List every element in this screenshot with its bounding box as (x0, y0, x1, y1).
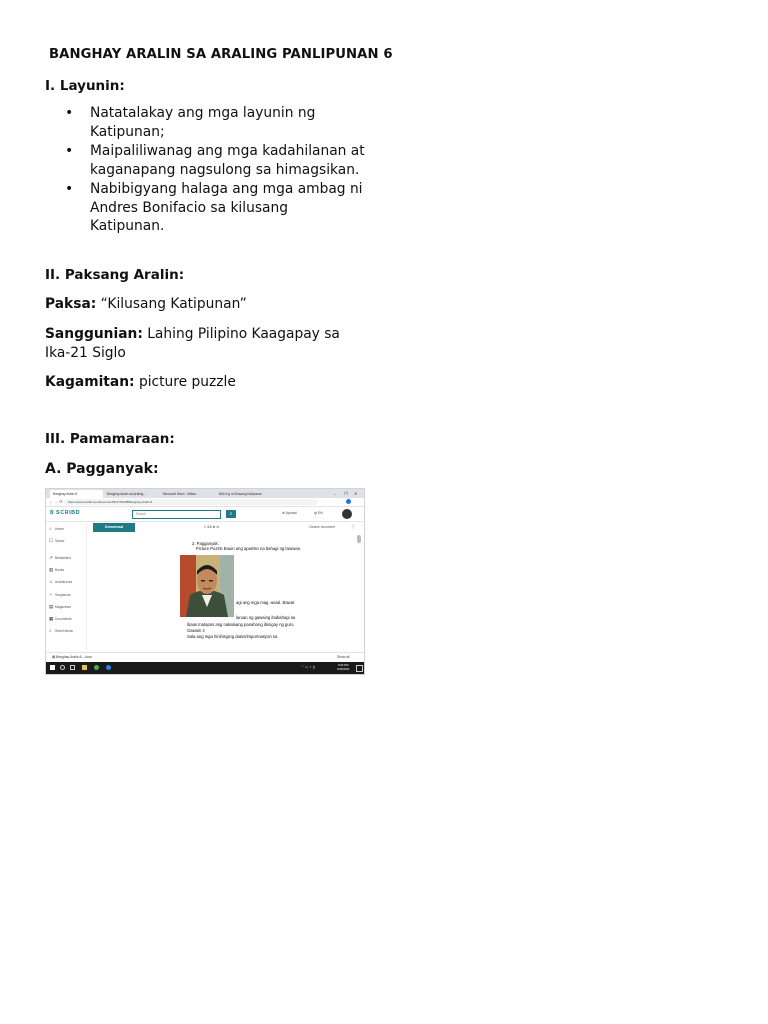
file-icon: ▤ (52, 655, 57, 659)
notification-icon[interactable] (356, 665, 363, 672)
page-line: 2. Pagganyak: (192, 541, 219, 546)
file-explorer-icon[interactable] (82, 665, 87, 670)
globe-icon: ◍ (314, 511, 318, 515)
language-label: EN (317, 511, 323, 515)
avatar[interactable] (342, 509, 352, 519)
lesson-title: BANGHAY ARALIN SA ARALING PANLIPUNAN 6 (49, 47, 393, 62)
headphones-icon: ♫ (49, 579, 53, 584)
sidebar-item-label: Magazines (55, 605, 71, 609)
show-all-button[interactable]: Show all (337, 655, 350, 659)
objective-item (45, 104, 365, 141)
search-document-label: Search document (309, 525, 335, 529)
sidebar-item-label: Documents (55, 617, 72, 621)
page-line: Gawain 4 (187, 628, 205, 633)
logo-text: SCRIBD (56, 510, 81, 516)
objective-item (45, 180, 365, 236)
sidebar-item-audiobooks[interactable] (49, 579, 72, 584)
bullet-icon: • (65, 181, 74, 197)
logo-mark-icon: Ꞩ (50, 510, 57, 516)
sidebar-item-bestsellers[interactable] (49, 555, 71, 561)
browser-tab[interactable]: Microsoft Word - Militar... (163, 492, 199, 496)
windows-taskbar (46, 662, 364, 674)
task-view-icon[interactable] (70, 665, 75, 670)
sanggunian-value: Lahing Pilipino Kaagapay sa Ika-21 Siglo (45, 326, 340, 361)
windows-start-icon[interactable] (50, 665, 55, 670)
clock-icon: ◔ (49, 592, 52, 597)
page-line: ibaas matapos ang nakalaang panahong ibinigay ng guro. (187, 622, 295, 627)
site-search-input[interactable]: Search (132, 510, 221, 519)
bullet-icon: • (65, 105, 74, 121)
clock-date: 4/25/2021 (337, 666, 350, 671)
kagamitan-line (45, 373, 365, 392)
paksa-value: “Kilusang Katipunan” (100, 296, 247, 312)
chrome-icon[interactable] (94, 665, 99, 670)
sidebar-item-books[interactable] (49, 567, 64, 573)
address-bar-row (46, 498, 364, 507)
upload-link[interactable] (282, 511, 297, 515)
objective-text: Nabibigyang halaga ang mga ambag ni Andres Bonifacio sa kilusang Katipunan. (90, 181, 363, 234)
close-icon[interactable]: ✕ (354, 491, 358, 496)
search-document-input[interactable] (308, 525, 335, 529)
upload-label: Upload (285, 511, 297, 515)
portrait-illustration (180, 555, 234, 617)
sidebar-item-label: Snapshots (55, 593, 71, 597)
home-icon: ⌂ (49, 526, 52, 531)
sidebar-item-documents[interactable] (49, 616, 72, 622)
downloaded-file-name: Banghay-Aralin-6....docx (56, 655, 93, 659)
page-line: Sala ang mga hinihinging datos/impormasyon sa (187, 634, 278, 639)
sidebar-item-label: Saved (55, 539, 65, 543)
sidebar-item-label: Audiobooks (55, 580, 73, 584)
download-button[interactable]: Download (93, 523, 135, 532)
kagamitan-label: Kagamitan: (45, 374, 135, 390)
browser-tab-bar (46, 489, 364, 498)
scrollbar[interactable] (357, 535, 361, 543)
paksa-line (45, 295, 365, 314)
browser-tab[interactable]: Banghay Aralin 6 (50, 490, 103, 498)
paksa-label: Paksa: (45, 296, 97, 312)
objective-text: Natatalakay ang mga layunin ng Katipunan; (90, 105, 316, 140)
taskbar-clock[interactable] (337, 664, 349, 671)
search-icon[interactable] (60, 665, 65, 670)
sidebar-item-magazines[interactable] (49, 604, 71, 610)
search-icon[interactable]: ⌕ (226, 510, 236, 518)
page-navigator[interactable]: 1 /18 ⊕ ⊖ (204, 525, 220, 529)
scribd-logo[interactable] (50, 510, 80, 516)
profile-icon[interactable] (346, 499, 351, 504)
heading-layunin: I. Layunin: (45, 78, 125, 94)
sidebar-item-home[interactable] (49, 526, 64, 531)
trending-icon: ↗ (49, 555, 53, 560)
magazine-icon: ▤ (49, 604, 54, 609)
sidebar-item-snapshots[interactable] (49, 592, 71, 597)
book-icon: ▥ (49, 567, 54, 572)
url-field[interactable]: https://www.scribd.com/document/511756438/Banghay-Aralin-6 (64, 499, 318, 505)
sidebar-item-saved[interactable] (49, 538, 64, 544)
objective-item (45, 142, 365, 179)
sanggunian-label: Sanggunian: (45, 326, 143, 342)
kagamitan-value: picture puzzle (138, 374, 236, 390)
download-shelf (46, 652, 364, 662)
heading-pagganyak: A. Pagganyak: (45, 461, 159, 477)
bookmark-icon: ☐ (49, 538, 54, 543)
sidebar-item-label: Bestsellers (55, 556, 72, 560)
heading-paksang-aralin: II. Paksang Aralin: (45, 267, 185, 283)
site-sidebar (46, 522, 87, 650)
objective-text: Maipaliliwanag ang mga kadahilanan at kaganapang nagsulong sa himagsikan. (90, 143, 365, 178)
bullet-icon: • (65, 143, 74, 159)
heading-pamamaraan: III. Pamamaraan: (45, 431, 175, 447)
downloaded-file[interactable] (52, 654, 92, 661)
sidebar-item-label: Sheet Music (55, 629, 74, 633)
browser-tab[interactable]: Banghay Aralin sa Araling... (107, 492, 146, 496)
edge-icon[interactable] (106, 665, 111, 670)
nav-arrows-icon[interactable]: ← → ⟳ (49, 499, 63, 504)
browser-tab[interactable]: BAN ng ni Kilusang Katipunan (219, 492, 262, 496)
bonifacio-portrait-image (180, 555, 234, 617)
page-line: Picture Puzzle Buuin ang aparisto na bahagi ng larawan. (196, 546, 302, 551)
system-tray-icons[interactable]: ⌃ ▭ ◖ )) (301, 665, 315, 669)
music-icon: ♪ (49, 628, 52, 633)
objectives-list (45, 104, 365, 237)
embedded-screenshot (45, 488, 365, 675)
maximize-icon[interactable]: ❐ (344, 491, 348, 496)
page-line: laruan ng gawaing ibabahagi sa (236, 615, 296, 620)
upload-icon: ⊕ (282, 511, 286, 515)
language-selector[interactable] (314, 511, 323, 515)
clock-time: 9:54 PM (338, 663, 349, 667)
sidebar-item-label: Home (55, 527, 64, 531)
fullscreen-icon[interactable]: ⛶ (352, 524, 355, 529)
search-icon: ⌕ (308, 525, 310, 529)
site-header (46, 507, 364, 522)
sanggunian-line (45, 325, 355, 362)
sidebar-item-label: Books (55, 568, 65, 572)
page-line: agi ang mga mag -aaral. Bawat (236, 600, 295, 605)
sidebar-item-sheet-music[interactable] (49, 628, 73, 633)
document-icon: ▦ (49, 616, 54, 621)
minimize-icon[interactable]: – (334, 491, 337, 496)
